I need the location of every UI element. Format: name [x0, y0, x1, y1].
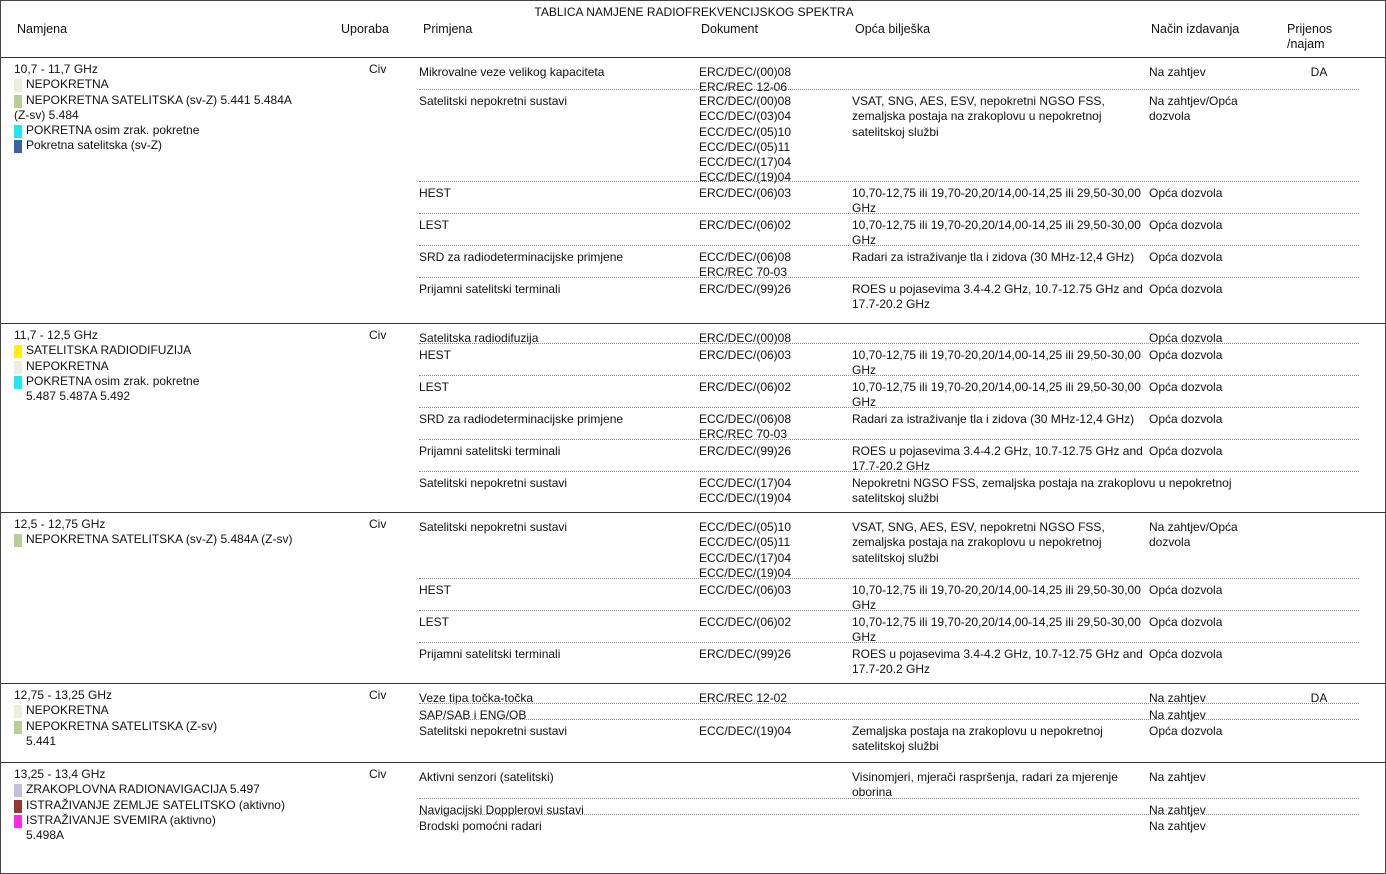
issuance-cell: Opća dozvola: [1149, 348, 1223, 362]
service-color-swatch: [14, 800, 22, 813]
issuance-cell: Na zahtjev: [1149, 770, 1206, 784]
table-row: [419, 64, 1359, 95]
document-ref: ECC/DEC/(06)02: [699, 615, 792, 629]
application-cell: HEST: [419, 186, 452, 200]
application-cell: Prijamni satelitski terminali: [419, 647, 561, 661]
document-cell: [699, 412, 839, 443]
allocation-service-label: ZRAKOPLOVNA RADIONAVIGACIJA 5.497: [26, 782, 260, 797]
header-prijenos: [1287, 22, 1332, 52]
service-color-swatch: [14, 79, 22, 92]
document-cell: [699, 348, 839, 363]
allocation-service-label: (Z-sv) 5.484: [14, 107, 79, 122]
document-ref: ERC/DEC/(00)08: [699, 65, 792, 79]
allocation-service: [14, 93, 344, 108]
issuance-cell: Opća dozvola: [1149, 615, 1223, 629]
allocation-service: [14, 138, 344, 153]
note-cell: VSAT, SNG, AES, ESV, nepokretni NGSO FSS, zemaljska postaja na zrakoplovu u nepokretnoj satelitskoj službi: [852, 520, 1105, 565]
allocation-service-label: SATELITSKA RADIODIFUZIJA: [26, 343, 192, 358]
header-primjena: Primjena: [423, 22, 473, 36]
document-cell: [699, 583, 839, 598]
allocation-service-label: 5.441: [26, 733, 57, 748]
note-cell: 10,70-12,75 ili 19,70-20,20/14,00-14,25 ili 29,50-30,00 GHz: [852, 615, 1141, 645]
document-ref: ECC/DEC/(03)04: [699, 109, 792, 124]
issuance-cell: Opća dozvola: [1149, 724, 1223, 738]
band-usage: Civ: [369, 517, 387, 531]
band-allocation: [14, 328, 344, 404]
document-cell: [699, 94, 839, 186]
service-color-swatch: [14, 721, 22, 734]
service-color-swatch: [14, 815, 22, 828]
table-row: [419, 277, 1359, 312]
document-cell: [699, 250, 839, 281]
application-cell: HEST: [419, 348, 452, 362]
allocation-service-label: 5.498A: [26, 828, 65, 843]
document-ref: ERC/REC 12-06: [699, 80, 788, 95]
transfer-cell: DA: [1310, 65, 1328, 79]
service-color-swatch: [14, 140, 22, 153]
application-cell: Prijamni satelitski terminali: [419, 282, 561, 296]
allocation-service: [14, 374, 344, 389]
application-cell: Aktivni senzori (satelitski): [419, 770, 554, 784]
allocation-service: [14, 343, 344, 358]
document-ref: ECC/DEC/(17)04: [699, 476, 792, 490]
service-color-swatch: [14, 125, 22, 138]
service-color-swatch: [14, 95, 22, 108]
allocation-service-label: NEPOKRETNA: [26, 703, 109, 718]
document-ref: ERC/DEC/(06)02: [699, 380, 792, 394]
allocation-service: [14, 813, 344, 828]
frequency-band: [1, 58, 1385, 323]
document-ref: ECC/DEC/(05)10: [699, 124, 792, 139]
note-cell: 10,70-12,75 ili 19,70-20,20/14,00-14,25 ili 29,50-30,00 GHz: [852, 218, 1141, 248]
header-prijenos-line2: /najam: [1287, 37, 1325, 51]
issuance-cell: Na zahtjev: [1149, 65, 1206, 79]
allocation-service: [14, 782, 344, 797]
document-ref: ECC/DEC/(17)04: [699, 155, 792, 170]
table-row: [419, 642, 1359, 677]
table-row: [419, 578, 1359, 613]
application-cell: Brodski pomoćni radari: [419, 819, 542, 833]
document-ref: ERC/DEC/(99)26: [699, 282, 792, 296]
document-cell: [699, 724, 839, 739]
service-color-swatch: [14, 345, 22, 358]
document-cell: [699, 520, 839, 581]
issuance-cell: Opća dozvola: [1149, 250, 1223, 264]
document-cell: [699, 282, 839, 297]
note-cell: ROES u pojasevima 3.4-4.2 GHz, 10.7-12.75 GHz and 17.7-20.2 GHz: [852, 647, 1143, 677]
band-usage: Civ: [369, 62, 387, 76]
note-cell: Radari za istraživanje tla i zidova (30 MHz-12,4 GHz): [852, 412, 1135, 426]
allocation-service: [14, 828, 344, 843]
allocation-service: [14, 123, 344, 138]
header-uporaba: Uporaba: [341, 22, 389, 36]
application-cell: LEST: [419, 615, 450, 629]
application-cell: LEST: [419, 380, 450, 394]
document-ref: ECC/DEC/(06)03: [699, 583, 792, 597]
transfer-cell: DA: [1310, 691, 1328, 705]
table-row: [419, 519, 1359, 580]
note-cell: 10,70-12,75 ili 19,70-20,20/14,00-14,25 ili 29,50-30,00 GHz: [852, 348, 1141, 378]
band-usage: Civ: [369, 328, 387, 342]
document-cell: [699, 647, 839, 662]
header-izdavanje: Način izdavanja: [1151, 22, 1240, 36]
document-cell: [699, 186, 839, 201]
allocation-service: [14, 719, 344, 734]
document-cell: [699, 615, 839, 630]
document-ref: ERC/REC 12-02: [699, 691, 788, 705]
issuance-cell: Opća dozvola: [1149, 380, 1223, 394]
header-biljeska: Opća bilješka: [855, 22, 931, 36]
issuance-cell: Opća dozvola: [1149, 583, 1223, 597]
note-cell: 10,70-12,75 ili 19,70-20,20/14,00-14,25 ili 29,50-30,00 GHz: [852, 186, 1141, 216]
service-color-swatch: [14, 784, 22, 797]
document-ref: ECC/DEC/(19)04: [699, 491, 792, 506]
issuance-cell: Opća dozvola: [1149, 331, 1223, 345]
band-range: 10,7 - 11,7 GHz: [14, 62, 98, 76]
issuance-cell: Na zahtjev: [1149, 708, 1206, 722]
band-allocation: [14, 767, 344, 843]
issuance-cell: Opća dozvola: [1149, 647, 1223, 661]
application-cell: Satelitski nepokretni sustavi: [419, 94, 568, 108]
band-range: 13,25 - 13,4 GHz: [14, 767, 106, 781]
service-color-swatch: [14, 534, 22, 547]
table-row: [419, 181, 1359, 216]
allocation-service-label: NEPOKRETNA SATELITSKA (Z-sv): [26, 718, 218, 733]
frequency-band: [1, 683, 1385, 762]
table-row: [419, 439, 1359, 474]
band-usage: Civ: [369, 688, 387, 702]
allocation-service-label: NEPOKRETNA: [26, 358, 109, 373]
table-row: [419, 245, 1359, 280]
issuance-cell: Na zahtjev/Opća dozvola: [1149, 94, 1238, 124]
document-ref: ERC/REC 70-03: [699, 427, 788, 442]
allocation-service: [14, 77, 344, 92]
page-title: TABLICA NAMJENE RADIOFREKVENCIJSKOG SPEKTRA: [534, 5, 854, 19]
document-ref: ECC/DEC/(05)11: [699, 535, 791, 550]
frequency-band: [1, 762, 1385, 872]
allocation-service-label: 5.487 5.487A 5.492: [26, 389, 131, 404]
table-row: [419, 471, 1359, 506]
allocation-service: [14, 389, 344, 404]
allocation-service-label: POKRETNA osim zrak. pokretne: [26, 123, 200, 138]
document-ref: ERC/DEC/(00)08: [699, 94, 792, 108]
allocation-service-label: ISTRAŽIVANJE ZEMLJE SATELITSKO (aktivno): [26, 797, 285, 812]
note-cell: ROES u pojasevima 3.4-4.2 GHz, 10.7-12.75 GHz and 17.7-20.2 GHz: [852, 444, 1143, 474]
allocation-service: [14, 108, 344, 123]
issuance-cell: Na zahtjev/Opća dozvola: [1149, 520, 1238, 550]
note-cell: Visinomjeri, mjerači raspršenja, radari za mjerenje oborina: [852, 770, 1118, 800]
frequency-band: [1, 323, 1385, 512]
document-ref: ECC/DEC/(17)04: [699, 550, 792, 565]
allocation-service-label: POKRETNA osim zrak. pokretne: [26, 373, 200, 388]
band-allocation: [14, 517, 344, 548]
allocation-service-label: Pokretna satelitska (sv-Z): [26, 138, 163, 153]
document-ref: ECC/DEC/(19)04: [699, 724, 792, 738]
document-ref: ERC/DEC/(06)02: [699, 218, 792, 232]
service-color-swatch: [14, 705, 22, 718]
application-cell: SRD za radiodeterminacijske primjene: [419, 412, 624, 426]
band-allocation: [14, 62, 344, 154]
note-cell: 10,70-12,75 ili 19,70-20,20/14,00-14,25 ili 29,50-30,00 GHz: [852, 583, 1141, 613]
table-row: [419, 407, 1359, 442]
header-prijenos-line1: Prijenos: [1287, 22, 1333, 36]
band-allocation: [14, 688, 344, 749]
note-cell: 10,70-12,75 ili 19,70-20,20/14,00-14,25 ili 29,50-30,00 GHz: [852, 380, 1141, 410]
note-cell: ROES u pojasevima 3.4-4.2 GHz, 10.7-12.75 GHz and 17.7-20.2 GHz: [852, 282, 1143, 312]
allocation-service: [14, 703, 344, 718]
document-cell: [699, 444, 839, 459]
allocation-service-label: NEPOKRETNA SATELITSKA (sv-Z) 5.441 5.484A: [26, 92, 292, 107]
document-cell: [699, 476, 839, 507]
service-color-swatch: [14, 361, 22, 374]
header-dokument: Dokument: [701, 22, 758, 36]
allocation-service: [14, 532, 344, 547]
table-row: [419, 343, 1359, 378]
table-row: [419, 769, 1359, 800]
document-ref: ERC/DEC/(06)03: [699, 186, 792, 200]
allocation-service-label: NEPOKRETNA SATELITSKA (sv-Z) 5.484A (Z-sv): [26, 532, 293, 547]
allocation-service-label: ISTRAŽIVANJE SVEMIRA (aktivno): [26, 812, 216, 827]
document-ref: ERC/DEC/(00)08: [699, 331, 792, 345]
issuance-cell: Opća dozvola: [1149, 186, 1223, 200]
table-row: [419, 814, 1359, 835]
note-cell: Radari za istraživanje tla i zidova (30 MHz-12,4 GHz): [852, 250, 1135, 264]
table-row: [419, 610, 1359, 645]
table-row: [419, 375, 1359, 410]
application-cell: Satelitski nepokretni sustavi: [419, 724, 568, 738]
allocation-service: [14, 798, 344, 813]
band-range: 12,5 - 12,75 GHz: [14, 517, 106, 531]
issuance-cell: Opća dozvola: [1149, 218, 1223, 232]
allocation-service: [14, 734, 344, 749]
application-cell: HEST: [419, 583, 452, 597]
table-row: [419, 89, 1359, 185]
document-ref: ERC/DEC/(99)26: [699, 444, 792, 458]
application-cell: Navigacijski Dopplerovi sustavi: [419, 803, 584, 817]
application-cell: Veze tipa točka-točka: [419, 691, 534, 705]
band-usage: Civ: [369, 767, 387, 781]
document-ref: ERC/DEC/(99)26: [699, 647, 792, 661]
document-ref: ECC/DEC/(06)08: [699, 250, 792, 264]
document-ref: ECC/DEC/(05)11: [699, 139, 791, 154]
document-ref: ERC/DEC/(06)03: [699, 348, 792, 362]
application-cell: LEST: [419, 218, 450, 232]
table-row: [419, 213, 1359, 248]
table-row: [419, 719, 1359, 754]
allocation-service-label: NEPOKRETNA: [26, 77, 109, 92]
issuance-cell: Opća dozvola: [1149, 444, 1223, 458]
application-cell: Mikrovalne veze velikog kapaciteta: [419, 65, 605, 79]
document-ref: ECC/DEC/(19)04: [699, 565, 792, 580]
issuance-cell: Opća dozvola: [1149, 412, 1223, 426]
application-cell: Prijamni satelitski terminali: [419, 444, 561, 458]
issuance-cell: Opća dozvola: [1149, 282, 1223, 296]
document-ref: ECC/DEC/(19)04: [699, 170, 792, 185]
application-cell: Satelitski nepokretni sustavi: [419, 520, 568, 534]
note-cell: Nepokretni NGSO FSS, zemaljska postaja na zrakoplovu u nepokretnoj satelitskoj službi: [852, 476, 1232, 506]
frequency-band: [1, 512, 1385, 683]
issuance-cell: Na zahtjev: [1149, 803, 1206, 817]
application-cell: Satelitski nepokretni sustavi: [419, 476, 568, 490]
document-ref: ERC/REC 70-03: [699, 265, 788, 280]
application-cell: SRD za radiodeterminacijske primjene: [419, 250, 624, 264]
document-ref: ECC/DEC/(05)10: [699, 520, 792, 534]
issuance-cell: Na zahtjev: [1149, 819, 1206, 833]
application-cell: SAP/SAB i ENG/OB: [419, 708, 527, 722]
application-cell: Satelitska radiodifuzija: [419, 331, 539, 345]
issuance-cell: Na zahtjev: [1149, 691, 1206, 705]
header-namjena: Namjena: [17, 22, 68, 36]
note-cell: VSAT, SNG, AES, ESV, nepokretni NGSO FSS, zemaljska postaja na zrakoplovu u nepokretnoj satelitskoj službi: [852, 94, 1105, 139]
service-color-swatch: [14, 376, 22, 389]
band-range: 11,7 - 12,5 GHz: [14, 328, 98, 342]
document-ref: ECC/DEC/(06)08: [699, 412, 792, 426]
note-cell: Zemaljska postaja na zrakoplovu u nepokretnoj satelitskoj službi: [852, 724, 1103, 754]
band-range: 12,75 - 13,25 GHz: [14, 688, 113, 702]
allocation-service: [14, 359, 344, 374]
document-cell: [699, 380, 839, 395]
document-cell: [699, 218, 839, 233]
